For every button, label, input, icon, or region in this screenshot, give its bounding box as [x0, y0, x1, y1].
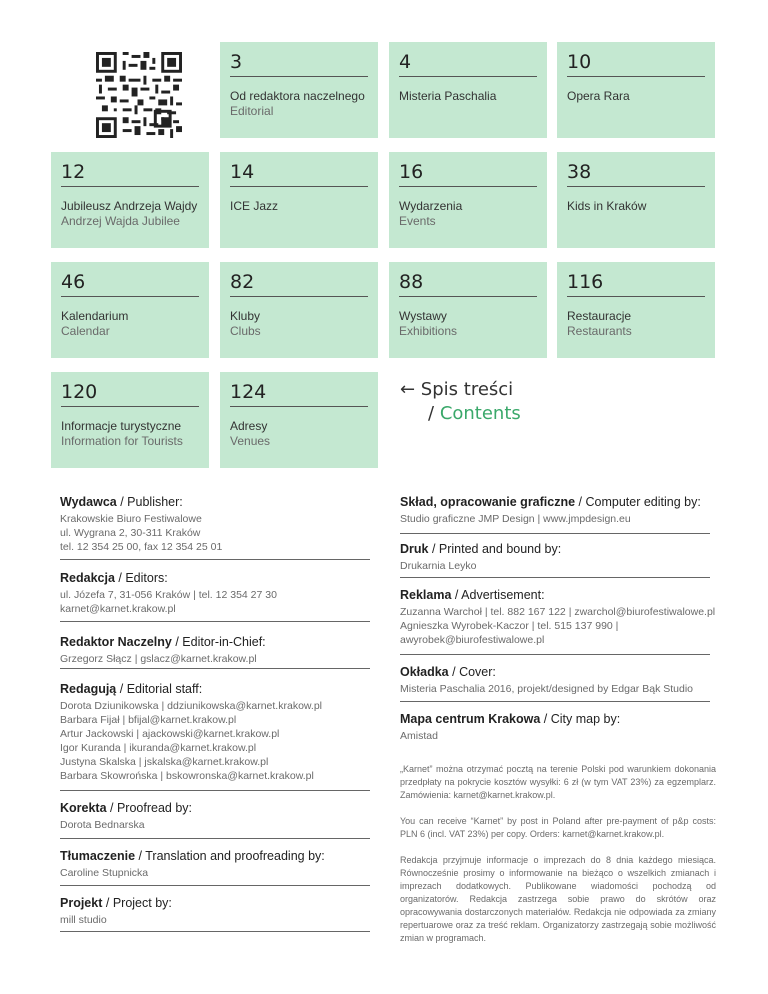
divider — [60, 790, 370, 791]
masthead-heading: Okładka / Cover: — [400, 665, 496, 679]
heading-pl: Skład, opracowanie graficzne — [400, 495, 576, 509]
section-title-en: Clubs — [230, 324, 261, 338]
page-number: 82 — [230, 262, 368, 297]
section-title-en: Exhibitions — [399, 324, 458, 338]
masthead-line: Studio graficzne JMP Design | www.jmpdesign.eu — [400, 513, 631, 525]
masthead-entry — [400, 541, 720, 573]
masthead-entry — [60, 494, 380, 554]
contents-tile[interactable] — [557, 152, 715, 248]
masthead-line: Krakowskie Biuro Festiwalowe — [60, 513, 202, 525]
masthead-entry — [60, 570, 380, 616]
masthead-line: Grzegorz Słącz | gslacz@karnet.krakow.pl — [60, 653, 257, 665]
masthead-entry — [400, 664, 720, 696]
masthead-line: Dorota Dziunikowska | ddziunikowska@karnet.krakow.pl — [60, 700, 322, 712]
contents-tile[interactable] — [557, 42, 715, 138]
heading-en: Editors: — [125, 571, 168, 585]
section-title-pl: Kids in Kraków — [567, 199, 647, 213]
heading-pl: Redakcja — [60, 571, 115, 585]
masthead-line: Barbara Fijał | bfijal@karnet.krakow.pl — [60, 714, 237, 726]
heading-en: Editor-in-Chief: — [182, 635, 266, 649]
page-number: 124 — [230, 372, 368, 407]
heading-en: Computer editing by: — [585, 495, 701, 509]
contents-heading-pl: ← Spis treści — [400, 379, 514, 400]
masthead-line: ul. Wygrana 2, 30-311 Kraków — [60, 527, 201, 539]
contents-tile[interactable] — [389, 152, 547, 248]
masthead-line: Caroline Stupnicka — [60, 867, 149, 879]
heading-pl: Wydawca — [60, 495, 117, 509]
page-number: 14 — [230, 152, 368, 187]
masthead-line: Zuzanna Warchoł | tel. 882 167 122 | zwarchol@biurofestiwalowe.pl — [400, 606, 716, 618]
masthead-body — [60, 818, 380, 832]
contents-tile[interactable] — [557, 262, 715, 358]
heading-en: Editorial staff: — [126, 682, 203, 696]
masthead-line: Drukarnia Leyko — [400, 560, 477, 572]
heading-pl: Redagują — [60, 682, 117, 696]
masthead-line: Dorota Bednarska — [60, 819, 145, 831]
note-editorial-policy: Redakcja przyjmuje informacje o imprezach do 8 dnia każdego miesiąca. Równocześnie prosimy o informowanie na bieżąco o wszelkich zmianach i imprezach dodatkowych. Publikowane wiadomości pochodzą od organizatorów. Redakcja zastrzega sobie prawo do skrótów oraz opracowywania dostarczonych materiałów. Redakcja nie odpowiada za zmiany repertuarowe oraz za treść reklam. Organizatorzy zastrzegają sobie możliwość zmian w programach. — [400, 855, 716, 943]
heading-en: Advertisement: — [461, 588, 545, 602]
masthead-heading: Projekt / Project by: — [60, 896, 172, 910]
masthead-heading: Korekta / Proofread by: — [60, 801, 193, 815]
page-number: 10 — [567, 42, 705, 77]
masthead-entry — [60, 848, 380, 880]
masthead-entry — [400, 494, 720, 526]
divider — [60, 559, 370, 560]
masthead-entry — [60, 895, 380, 927]
section-title-pl: Wydarzenia — [399, 199, 463, 213]
masthead-heading: Redaktor Naczelny / Editor-in-Chief: — [60, 635, 266, 649]
masthead-heading: Wydawca / Publisher: — [60, 495, 183, 509]
divider — [400, 654, 710, 655]
heading-en: Project by: — [112, 896, 172, 910]
section-title-pl: Jubileusz Andrzeja Wajdy — [61, 199, 198, 213]
masthead-heading: Redakcja / Editors: — [60, 571, 168, 585]
note-delivery-en: You can receive “Karnet” by post in Poland after pre-payment of p&p costs: PLN 6 (incl. VAT 23%) per copy. Orders: karnet@karnet.krakow.pl. — [400, 816, 716, 839]
page-number: 38 — [567, 152, 705, 187]
masthead-body — [60, 512, 380, 554]
masthead-entry — [60, 634, 380, 666]
page-number: 16 — [399, 152, 537, 187]
heading-pl: Redaktor Naczelny — [60, 635, 172, 649]
masthead-heading: Tłumaczenie / Translation and proofreading by: — [60, 849, 325, 863]
masthead-body — [60, 588, 380, 616]
heading-pl: Korekta — [60, 801, 107, 815]
masthead-line: mill studio — [60, 914, 107, 926]
heading-pl: Okładka — [400, 665, 449, 679]
page-number: 88 — [399, 262, 537, 297]
section-title-pl: Od redaktora naczelnego — [230, 89, 365, 103]
masthead-heading: Reklama / Advertisement: — [400, 588, 545, 602]
masthead-entry — [400, 587, 720, 647]
divider — [400, 533, 710, 534]
masthead-body — [60, 699, 380, 783]
masthead-entry — [400, 711, 720, 743]
masthead-body — [400, 682, 720, 696]
masthead-body — [60, 866, 380, 880]
qr-code-icon — [96, 52, 182, 138]
divider — [400, 701, 710, 702]
note-delivery-pl: „Karnet” można otrzymać pocztą na terenie Polski pod warunkiem dokonania przedpłaty na pokrycie kosztów wysyłki: 6 zł (w tym VAT 23%) za egzemplarz. Zamówienia: karnet@karnet.krakow.pl. — [400, 764, 716, 800]
heading-pl: Reklama — [400, 588, 452, 602]
section-title-pl: Kluby — [230, 309, 261, 323]
contents-heading-slash: / — [428, 403, 435, 424]
section-title-en: Editorial — [230, 104, 274, 118]
masthead-line: Igor Kuranda | ikuranda@karnet.krakow.pl — [60, 742, 257, 754]
masthead-line: tel. 12 354 25 00, fax 12 354 25 01 — [60, 541, 223, 553]
masthead-line: karnet@karnet.krakow.pl — [60, 603, 176, 615]
page-number: 3 — [230, 42, 368, 77]
heading-en: Translation and proofreading by: — [145, 849, 325, 863]
heading-pl: Projekt — [60, 896, 103, 910]
masthead-body — [60, 913, 380, 927]
contents-tile[interactable] — [51, 262, 209, 358]
heading-en: Cover: — [459, 665, 496, 679]
section-title-en: Events — [399, 214, 436, 228]
section-title-pl: Wystawy — [399, 309, 447, 323]
page-number: 46 — [61, 262, 199, 297]
page-number: 4 — [399, 42, 537, 77]
masthead-heading: Redagują / Editorial staff: — [60, 682, 203, 696]
contents-heading-en: Contents — [439, 403, 521, 424]
section-title-pl: Adresy — [230, 419, 268, 433]
section-title-pl: Misteria Paschalia — [399, 89, 497, 103]
section-title-en: Venues — [230, 434, 271, 448]
masthead-body — [400, 512, 720, 526]
masthead-body — [400, 729, 720, 743]
contents-heading — [400, 378, 521, 426]
heading-en: Proofread by: — [116, 801, 193, 815]
page-number: 120 — [61, 372, 199, 407]
section-title-pl: Opera Rara — [567, 89, 630, 103]
contents-tile[interactable] — [51, 152, 209, 248]
divider — [60, 931, 370, 932]
section-title-pl: ICE Jazz — [230, 199, 279, 213]
heading-en: Publisher: — [127, 495, 183, 509]
divider — [60, 621, 370, 622]
contents-tile[interactable] — [51, 372, 209, 468]
page-number: 116 — [567, 262, 705, 297]
masthead-line: Misteria Paschalia 2016, projekt/designed by Edgar Bąk Studio — [400, 683, 694, 695]
section-title-pl: Kalendarium — [61, 309, 129, 323]
masthead-line: Artur Jackowski | ajackowski@karnet.krakow.pl — [60, 728, 280, 740]
divider — [60, 668, 370, 669]
contents-tile[interactable] — [220, 152, 378, 248]
masthead-line: Amistad — [400, 730, 438, 742]
masthead-entry — [60, 800, 380, 832]
masthead-heading: Mapa centrum Krakowa / City map by: — [400, 712, 621, 726]
section-title-en: Calendar — [61, 324, 110, 338]
heading-pl: Druk — [400, 542, 429, 556]
contents-tile[interactable] — [389, 262, 547, 358]
heading-en: Printed and bound by: — [438, 542, 562, 556]
masthead-line: ul. Józefa 7, 31-056 Kraków | tel. 12 354 27 30 — [60, 589, 277, 601]
masthead-body — [60, 652, 380, 666]
contents-tile[interactable] — [220, 372, 378, 468]
contents-tile[interactable] — [220, 262, 378, 358]
masthead-line: awyrobek@biurofestiwalowe.pl — [400, 634, 545, 646]
contents-tile[interactable] — [389, 42, 547, 138]
heading-pl: Mapa centrum Krakowa — [400, 712, 541, 726]
heading-en: City map by: — [550, 712, 621, 726]
masthead-line: Justyna Skalska | jskalska@karnet.krakow.pl — [60, 756, 269, 768]
divider — [60, 885, 370, 886]
divider — [60, 838, 370, 839]
heading-pl: Tłumaczenie — [60, 849, 136, 863]
masthead-heading: Skład, opracowanie graficzne / Computer editing by: — [400, 495, 701, 509]
contents-tile[interactable] — [220, 42, 378, 138]
masthead-body — [400, 605, 720, 647]
masthead-body — [400, 559, 720, 573]
masthead-heading: Druk / Printed and bound by: — [400, 542, 562, 556]
section-title-en: Restaurants — [567, 324, 632, 338]
masthead-entry — [60, 681, 380, 783]
divider — [400, 577, 710, 578]
section-title-pl: Restauracje — [567, 309, 632, 323]
masthead-line: Barbara Skowrońska | bskowronska@karnet.krakow.pl — [60, 770, 314, 782]
section-title-pl: Informacje turystyczne — [61, 419, 182, 433]
masthead-line: Agnieszka Wyrobek-Kaczor | tel. 515 137 990 | — [400, 620, 619, 632]
page-number: 12 — [61, 152, 199, 187]
section-title-en: Andrzej Wajda Jubilee — [61, 214, 180, 228]
section-title-en: Information for Tourists — [61, 434, 183, 448]
